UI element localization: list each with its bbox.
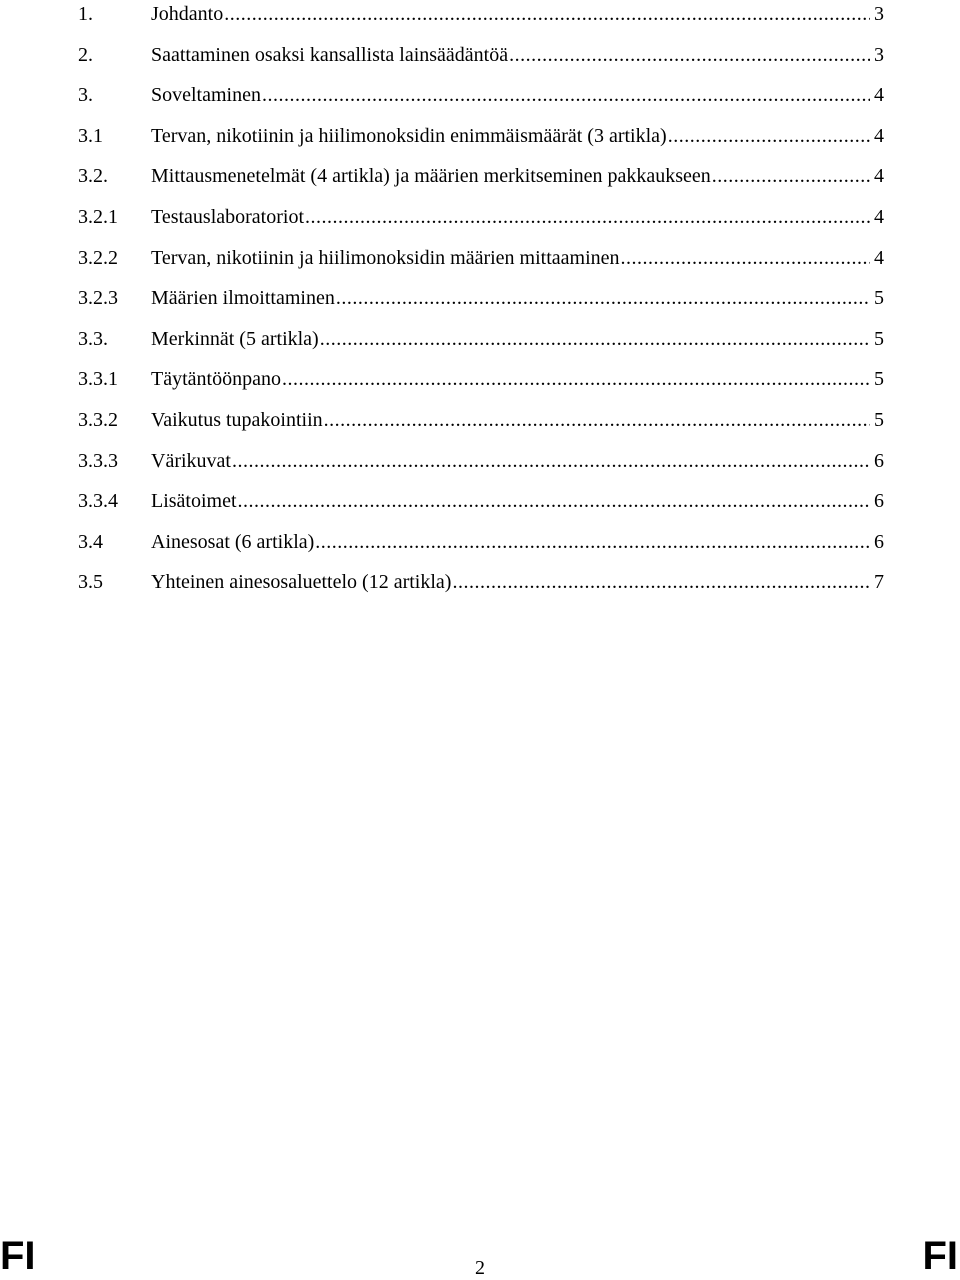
toc-dot-leader (304, 197, 870, 238)
toc-dot-leader (261, 75, 870, 116)
toc-entry-title: Tervan, nikotiinin ja hiilimonoksidin määrien mittaaminen (151, 246, 620, 269)
toc-entry-title: Yhteinen ainesosaluettelo (12 artikla) (151, 571, 452, 594)
toc-entry-title: Soveltaminen (151, 84, 261, 107)
table-of-contents (0, 0, 960, 603)
toc-entry-number: 3.1 (78, 124, 103, 147)
toc-entry-title: Ainesosat (6 artikla) (151, 530, 315, 553)
toc-entry-page: 5 (874, 287, 884, 310)
toc-dot-leader (281, 359, 870, 400)
toc-entry-title: Merkinnät (5 artikla) (151, 327, 319, 350)
toc-dot-leader (335, 278, 870, 319)
toc-entry-number: 3.3.4 (78, 490, 118, 513)
toc-entry-page: 5 (874, 368, 884, 391)
toc-entry-number: 3.5 (78, 571, 103, 594)
toc-entry[interactable] (0, 0, 960, 35)
toc-dot-leader (323, 400, 870, 441)
toc-entry[interactable] (0, 562, 960, 603)
footer-page-number: 2 (475, 1257, 485, 1279)
toc-entry-number: 3.3.3 (78, 449, 118, 472)
toc-entry[interactable] (0, 359, 960, 400)
toc-entry[interactable] (0, 400, 960, 441)
toc-entry-page: 7 (874, 571, 884, 594)
toc-entry-page: 3 (874, 3, 884, 25)
toc-dot-leader (620, 238, 870, 279)
toc-entry-title: Vaikutus tupakointiin (151, 408, 323, 431)
toc-entry-number: 3.3. (78, 327, 108, 350)
toc-entry[interactable] (0, 481, 960, 522)
footer-language-code-right: FI (922, 1234, 958, 1278)
toc-dot-leader (711, 156, 870, 197)
toc-entry-title: Tervan, nikotiinin ja hiilimonoksidin enimmäismäärät (3 artikla) (151, 124, 667, 147)
toc-entry-number: 3.2.3 (78, 287, 118, 310)
toc-entry-page: 4 (874, 124, 884, 147)
toc-entry[interactable] (0, 197, 960, 238)
toc-entry-page: 6 (874, 490, 884, 513)
toc-entry-title: Värikuvat (151, 449, 231, 472)
toc-dot-leader (314, 522, 870, 563)
toc-entry-number: 3.2. (78, 165, 108, 188)
toc-entry-title: Mittausmenetelmät (4 artikla) ja määrien merkitseminen pakkaukseen (151, 165, 711, 188)
toc-entry-page: 4 (874, 84, 884, 107)
toc-entry-title: Testauslaboratoriot (151, 205, 304, 228)
toc-entry[interactable] (0, 278, 960, 319)
toc-entry-title: Lisätoimet (151, 490, 237, 513)
toc-entry-number: 1. (78, 3, 93, 25)
toc-dot-leader (231, 441, 870, 482)
toc-entry-page: 6 (874, 449, 884, 472)
toc-entry-number: 3.3.1 (78, 368, 118, 391)
toc-dot-leader (508, 35, 870, 76)
toc-entry[interactable] (0, 238, 960, 279)
toc-entry-number: 2. (78, 43, 93, 66)
toc-entry-number: 3.4 (78, 530, 103, 553)
toc-entry-title: Määrien ilmoittaminen (151, 287, 335, 310)
toc-entry-number: 3.3.2 (78, 408, 118, 431)
toc-entry[interactable] (0, 75, 960, 116)
footer-language-code-left: FI (0, 1234, 36, 1278)
toc-entry-page: 5 (874, 408, 884, 431)
toc-entry-page: 5 (874, 327, 884, 350)
toc-entry-page: 6 (874, 530, 884, 553)
toc-entry-page: 4 (874, 246, 884, 269)
toc-entry-number: 3.2.2 (78, 246, 118, 269)
toc-entry[interactable] (0, 441, 960, 482)
toc-entry-page: 4 (874, 205, 884, 228)
toc-entry-title: Johdanto (151, 3, 224, 25)
toc-entry-number: 3.2.1 (78, 205, 118, 228)
toc-entry[interactable] (0, 116, 960, 157)
toc-entry-page: 4 (874, 165, 884, 188)
toc-dot-leader (319, 319, 870, 360)
toc-dot-leader (237, 481, 870, 522)
toc-entry-title: Täytäntöönpano (151, 368, 281, 391)
toc-dot-leader (667, 116, 870, 157)
toc-dot-leader (223, 0, 870, 35)
toc-entry-title: Saattaminen osaksi kansallista lainsäädäntöä (151, 43, 509, 66)
toc-entry[interactable] (0, 319, 960, 360)
toc-entry[interactable] (0, 522, 960, 563)
toc-entry-page: 3 (874, 43, 884, 66)
toc-entry[interactable] (0, 35, 960, 76)
toc-dot-leader (451, 562, 870, 603)
toc-entry-number: 3. (78, 84, 93, 107)
toc-entry[interactable] (0, 156, 960, 197)
